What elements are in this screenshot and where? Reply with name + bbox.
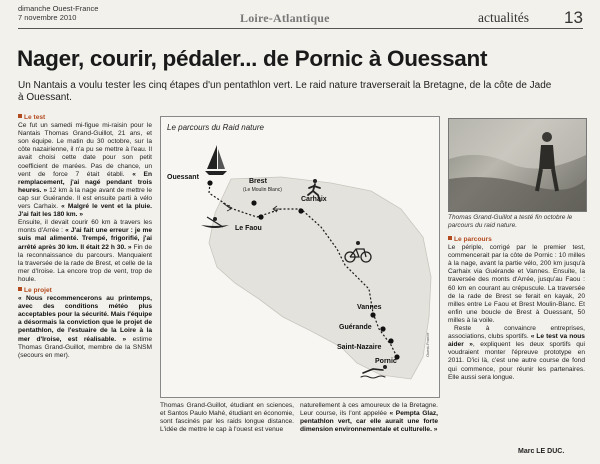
- label-brest: Brest: [249, 178, 267, 185]
- point-saint-nazaire: [388, 338, 393, 343]
- point-brest: [251, 200, 256, 205]
- project-text: estime Thomas Grand-Guillot, membre de la SNSM (secours en mer).: [18, 335, 152, 359]
- label-brest-sub: (Le Moulin Blanc): [243, 187, 282, 193]
- label-guerande: Guérande: [339, 324, 372, 331]
- column-1: [18, 114, 152, 360]
- rubric-label: actualités: [478, 10, 529, 25]
- map-credit: Ouest-France: [425, 332, 430, 357]
- header-rule: [18, 28, 583, 29]
- column-3: [448, 236, 585, 382]
- label-ouessant: Ouessant: [167, 174, 199, 181]
- cyclist-photo: [449, 119, 586, 211]
- subhead-route: Le parcours: [454, 236, 492, 243]
- route-map: [160, 116, 440, 398]
- col2-text-2: naturellement à ces amoureux de la Bretagne. Leur course, ils l'ont appelée: [300, 402, 438, 418]
- quote-bike: « Malgré le vent et la pluie. J'ai fait les 180 km. »: [18, 203, 152, 219]
- bullet-square: [448, 236, 452, 240]
- label-vannes: Vannes: [357, 304, 382, 311]
- point-guerande: [380, 326, 385, 331]
- issue-date: 7 novembre 2010: [18, 13, 77, 22]
- test-text-2: 12 km à la nage avant de mettre le cap sur Guérande. Il est ensuite parti à vélo vers Carhaix.: [18, 186, 152, 211]
- quote-swim: « En remplacement, j'ai nagé pendant trois heures. »: [18, 170, 152, 194]
- col2-text-1: Thomas Grand-Guillot, étudiant en sciences, et Santos Paulo Mahé, étudiant en économie, sont fascinés par les raids longue distance. L'idée de mettre le cap à l'ouest est venue: [160, 402, 294, 434]
- test-text-4: Fin de la reconnaissance du parcours. Manquaient la traversée de la rade de Brest, et celle de la mer d'Iroise. La encore trop de vent, trop de houle.: [18, 243, 152, 283]
- bullet-square: [18, 287, 22, 291]
- headline: Nager, courir, pédaler... de Pornic à Ouessant: [17, 46, 488, 71]
- signature: Marc LE DUC.: [518, 448, 565, 455]
- map-title: Le parcours du Raid nature: [167, 123, 264, 132]
- route-text-2: Reste à convaincre entreprises, associations, clubs sportifs.: [448, 325, 585, 341]
- lede: Un Nantais a voulu tester les cinq étapes d'un pentathlon vert. Le raid nature traverserait la Bretagne, de la côte de Jade à Ouessant.: [18, 80, 552, 103]
- page-number: 13: [564, 8, 583, 27]
- column-2b: [300, 402, 438, 434]
- subhead-test: Le test: [24, 114, 46, 121]
- route-text-3: , expliquent les deux sportifs qui voudraient monter l'épreuve prototype en 2011. D'ici là, c'est une autre course de fond qui commence, pour réunir les partenaires. Elle aussi sera longue.: [448, 341, 585, 381]
- land-area: [209, 177, 431, 379]
- section-title: Loire-Atlantique: [240, 11, 330, 25]
- sailboat-icon: [205, 145, 227, 175]
- col2-quote: « Pempta Glaz, pentathlon vert, car elle aurait une forte dimension environnementale et culturelle. »: [300, 410, 438, 434]
- quote-project: « Nous recommencerons au printemps, avec des conditions météo plus acceptables pour la sécurité. Mais l'équipe a désormais la conviction que le projet de pentathlon, de l'estuaire de la Loire à la mer d'Iroise, est réalisable. »: [18, 295, 152, 343]
- route-text: Le périple, corrigé par le premier test, commencerait par la côte de Pornic : 10 milles à la nage, avant la partie vélo, 200 km jusqu'à Carhaix via Guérande et Vannes. Ensuite, la traversée des monts d'Arrée, jusqu'au Faou : 60 km en courant au crépuscule. La traversée de la rade de Brest se ferait en kayak, 20 milles entre Le Faou et Brest Moulin-Blanc. Et enfin une boucle de Brest à Ouessant, 50 milles à la voile.: [448, 244, 585, 324]
- point-ouessant: [207, 180, 212, 185]
- label-le-faou: Le Faou: [235, 225, 262, 232]
- point-le-faou: [258, 214, 263, 219]
- photo-caption: Thomas Grand-Guillot a testé fin octobre le parcours du raid nature.: [448, 214, 573, 229]
- test-text-3: Ensuite, il devait courir 60 km à travers les monts d'Arrée :: [18, 219, 152, 235]
- map-canvas: [161, 117, 439, 397]
- label-saint-nazaire: Saint-Nazaire: [337, 344, 382, 351]
- bullet-square: [18, 114, 22, 118]
- route-quote: « Le test va nous aider »: [448, 333, 585, 349]
- label-pornic: Pornic: [375, 358, 397, 365]
- test-text: Ce fut un samedi mi-figue mi-raisin pour le Nantais Thomas Grand-Guillot, 21 ans, et son équipe. Le matin du 30 octobre, sur la côte nazairienne, il n'a pu se mettre à l'eau. Il avait choisi cette date pour son petit coefficient de marées. Pas de chance, un vent de force 7 était établi.: [18, 122, 152, 178]
- column-2a: [160, 402, 294, 434]
- article-photo: [448, 118, 587, 212]
- paper-name: dimanche Ouest-France: [18, 4, 99, 13]
- point-vannes: [370, 312, 375, 317]
- subhead-project: Le projet: [24, 286, 52, 294]
- label-carhaix: Carhaix: [301, 196, 327, 203]
- point-carhaix: [298, 208, 303, 213]
- quote-run: « J'ai fait une erreur : je me suis mal alimenté. Trempé, frigorifié, j'ai arrêté après 30 km. Il était 22 h 30. »: [18, 227, 152, 251]
